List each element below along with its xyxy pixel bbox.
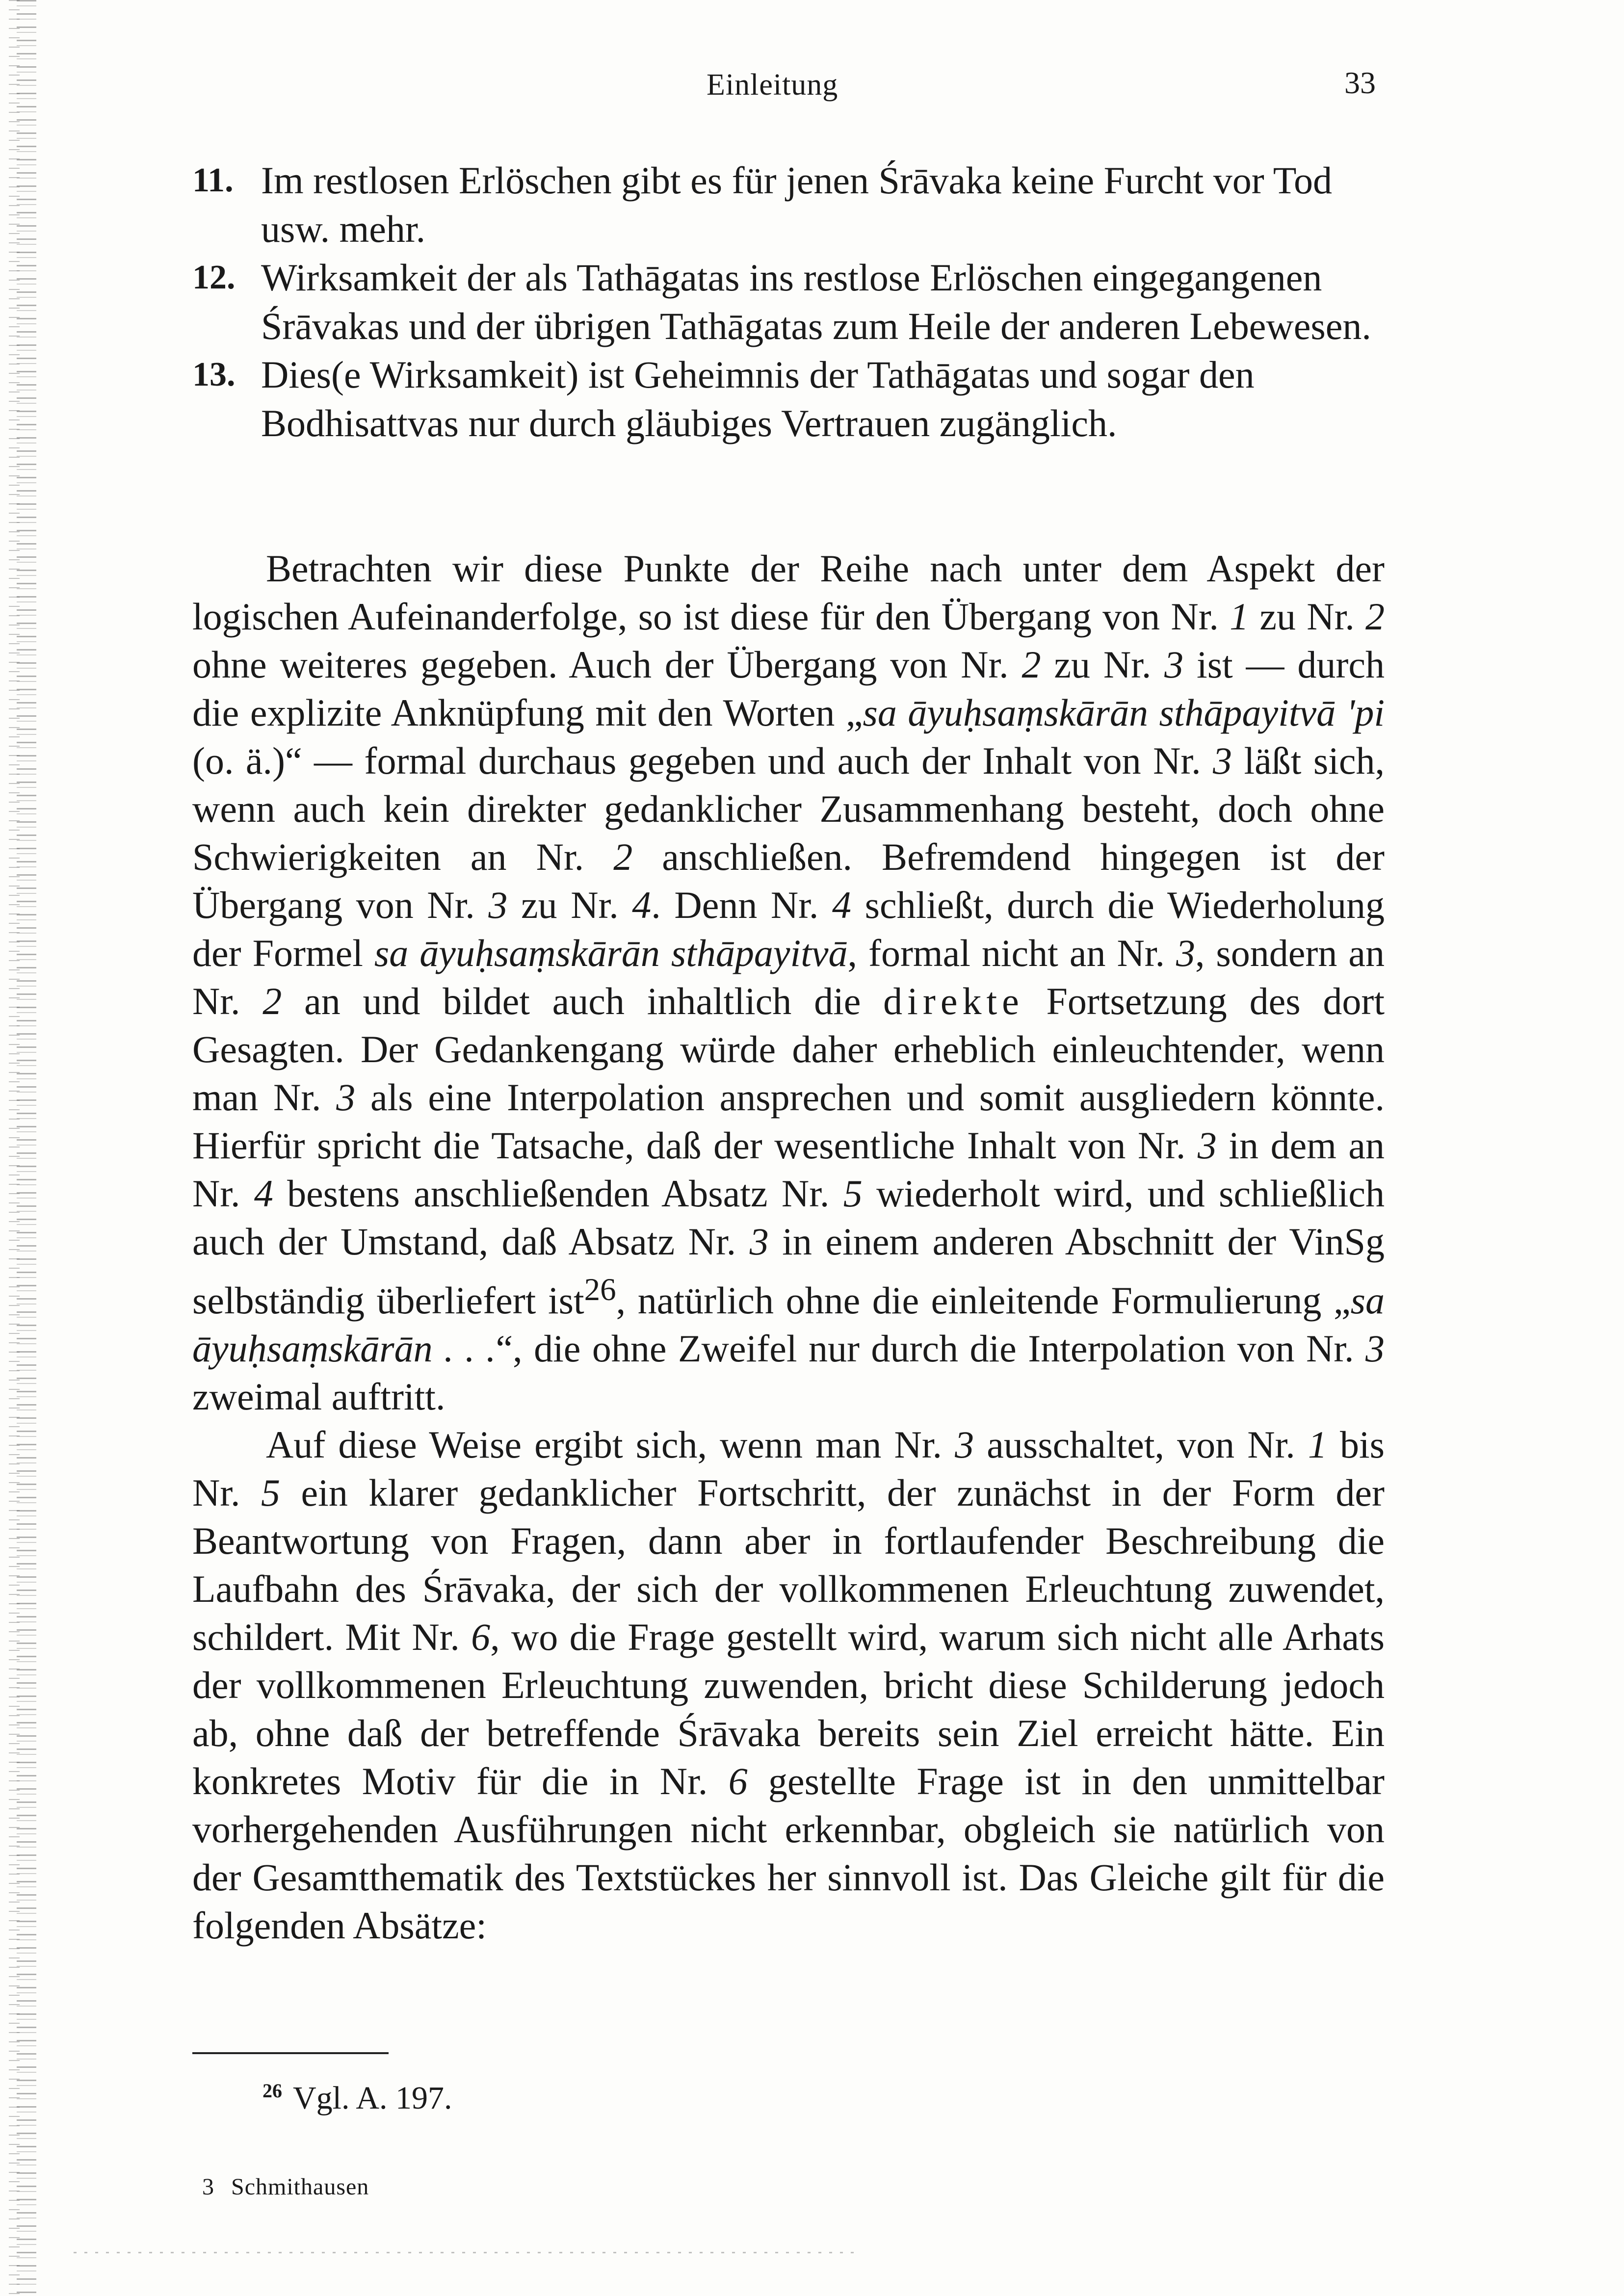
- text-run: zweimal auftritt.: [192, 1375, 445, 1418]
- item-ref: 3: [1176, 932, 1195, 974]
- footnote-ref[interactable]: 26: [584, 1272, 616, 1307]
- sanskrit-quote: sa āyuḥsaṃskārān sthāpayitvā 'pi: [863, 691, 1385, 734]
- item-ref: 2: [262, 980, 282, 1022]
- text-run: ohne weiteres gegeben. Auch der Übergang von Nr.: [192, 643, 1022, 686]
- list-item-text: Wirksamkeit der als Tathāgatas ins restlose Erlöschen eingegangenen Śrāvakas und der übrigen Tathāgatas zum Heile der anderen Lebewesen.: [261, 256, 1371, 347]
- text-run: schließt, durch die Wiederholung der Formel: [192, 884, 1385, 974]
- text-run: läßt sich, wenn auch kein direkter gedanklicher Zusammenhang besteht, doch ohne Schwierigkeiten an Nr.: [192, 739, 1385, 878]
- printer-signature: [202, 2173, 369, 2200]
- text-run: bis Nr.: [192, 1423, 1385, 1514]
- body-text: [192, 545, 1385, 1950]
- signature-name: Schmithausen: [231, 2174, 369, 2200]
- text-run: wiederholt wird, und schließlich auch der Umstand, daß Absatz Nr.: [192, 1172, 1385, 1263]
- running-head: Einleitung: [707, 68, 838, 102]
- list-item: [192, 156, 1385, 253]
- item-ref: 3: [1365, 1327, 1385, 1370]
- text-run: “, die ohne Zweifel nur durch die Interpolation von Nr.: [496, 1327, 1366, 1370]
- sanskrit-quote: sa āyuḥsaṃskārān sthāpayitvā: [374, 932, 848, 974]
- text-run: ist — durch die explizite Anknüpfung mit den Worten „: [192, 643, 1385, 734]
- footnote-number: 26: [262, 2080, 282, 2102]
- signature-number: 3: [202, 2174, 214, 2200]
- numbered-list: [192, 156, 1385, 447]
- text-run: anschließen. Befremdend hingegen ist der Übergang von Nr.: [192, 835, 1385, 926]
- text-run: , wo die Frage gestellt wird, warum sich nicht alle Arhats der vollkommenen Erleuchtung zuwenden, bricht diese Schilderung jedoch ab, ohne daß der betreffende Śrāvaka bereits sein Ziel erreicht hätte. Ein konkretes Motiv für die in Nr.: [192, 1616, 1385, 1802]
- sanskrit-quote: sa āyuḥsaṃskārān . . .: [192, 1279, 1385, 1370]
- page-number: 33: [1344, 65, 1376, 100]
- footnote-rule: [192, 2052, 389, 2054]
- scan-binding-edge: [17, 0, 36, 2296]
- item-ref: 1: [1308, 1423, 1327, 1466]
- text-run: zu Nr.: [1249, 595, 1366, 638]
- paragraph: [192, 545, 1385, 1421]
- item-ref: 4: [632, 884, 652, 926]
- item-ref: 3: [1164, 643, 1184, 686]
- scan-binding-edge-secondary: [9, 0, 20, 2296]
- item-ref: 2: [1022, 643, 1041, 686]
- footnote-text: Vgl. A. 197.: [293, 2080, 452, 2116]
- text-run: , natürlich ohne die einleitende Formulierung „: [616, 1279, 1351, 1322]
- text-run: ausschaltet, von Nr.: [974, 1423, 1308, 1466]
- item-ref: 3: [749, 1220, 769, 1263]
- text-run: an und bildet auch inhaltlich die: [282, 980, 884, 1022]
- text-run: (o. ä.)“ — formal durchaus gegeben und auch der Inhalt von Nr.: [192, 739, 1213, 782]
- text-run: , sondern an Nr.: [192, 932, 1385, 1022]
- item-ref: 4: [254, 1172, 273, 1215]
- text-run: zu Nr.: [507, 884, 632, 926]
- text-run: ein klarer gedanklicher Fortschritt, der zunächst in der Form der Beantwortung von Fragen, dann aber in fortlaufender Beschreibung die Laufbahn des Śrāvaka, der sich der vollkommenen Erleuchtung zuwendet, schildert. Mit Nr.: [192, 1471, 1385, 1658]
- item-ref: 3: [955, 1423, 974, 1466]
- text-run: , formal nicht an Nr.: [847, 932, 1176, 974]
- text-run: in einem anderen Abschnitt der VinSg selbständig überliefert ist: [192, 1220, 1385, 1322]
- list-item: [192, 350, 1385, 447]
- text-run: Betrachten wir diese Punkte der Reihe nach unter dem Aspekt der logischen Aufeinanderfolge, so ist diese für den Übergang von Nr.: [192, 547, 1385, 638]
- text-run: gestellte Frage ist in den unmittelbar vorhergehenden Ausführungen nicht erkennbar, obgleich sie natürlich von der Gesamtthematik des Textstückes her sinnvoll ist. Das Gleiche gilt für die folgenden Absätze:: [192, 1760, 1385, 1947]
- item-ref: 3: [1197, 1124, 1217, 1167]
- item-ref: 5: [843, 1172, 863, 1215]
- item-ref: 5: [261, 1471, 281, 1514]
- item-ref: 4: [832, 884, 852, 926]
- text-run: Auf diese Weise ergibt sich, wenn man Nr.: [266, 1423, 955, 1466]
- text-run: als eine Interpolation ansprechen und somit ausgliedern könnte. Hierfür spricht die Tatsache, daß der wesentliche Inhalt von Nr.: [192, 1076, 1385, 1167]
- list-item-number: 13.: [192, 356, 236, 393]
- text-run: . Denn Nr.: [651, 884, 833, 926]
- text-run: zu Nr.: [1041, 643, 1165, 686]
- item-ref: 2: [613, 835, 633, 878]
- item-ref: 2: [1365, 595, 1385, 638]
- list-item-number: 12.: [192, 259, 236, 296]
- footnote: [262, 2079, 452, 2117]
- item-ref: 6: [728, 1760, 748, 1802]
- item-ref: 1: [1230, 595, 1249, 638]
- item-ref: 6: [471, 1616, 491, 1658]
- list-item-text: Dies(e Wirksamkeit) ist Geheimnis der Tathāgatas und sogar den Bodhisattvas nur durch gläubiges Vertrauen zugänglich.: [261, 353, 1255, 444]
- item-ref: 3: [336, 1076, 356, 1119]
- scan-noise: [74, 2252, 859, 2253]
- text-run: bestens anschließenden Absatz Nr.: [273, 1172, 843, 1215]
- text-run: in dem an Nr.: [192, 1124, 1385, 1215]
- text-run: Fortsetzung des dort Gesagten. Der Gedankengang würde daher erheblich einleuchtender, wenn man Nr.: [192, 980, 1385, 1119]
- item-ref: 3: [1213, 739, 1232, 782]
- emphasis-spaced: direkte: [883, 980, 1024, 1022]
- paragraph: [192, 1421, 1385, 1950]
- list-item: [192, 253, 1385, 350]
- item-ref: 3: [488, 884, 508, 926]
- list-item-number: 11.: [192, 161, 234, 199]
- list-item-text: Im restlosen Erlöschen gibt es für jenen Śrāvaka keine Furcht vor Tod usw. mehr.: [261, 159, 1333, 250]
